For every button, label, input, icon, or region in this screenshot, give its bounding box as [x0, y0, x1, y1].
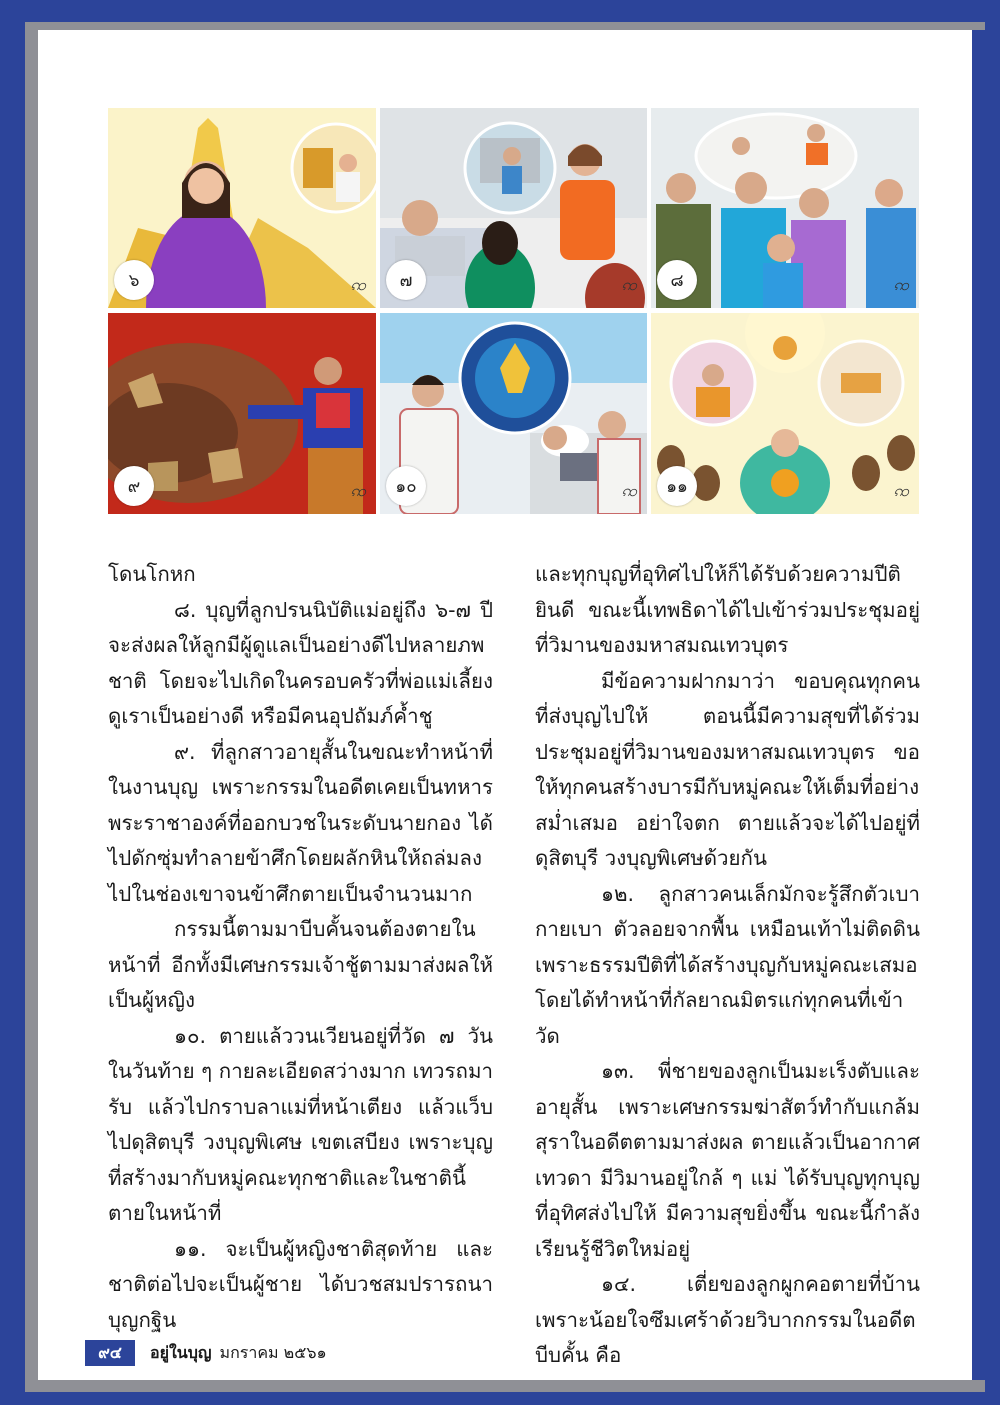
paragraph: ๑๑. จะเป็นผู้หญิงชาติสุดท้าย และชาติต่อไปจะเป็นผู้ชาย ได้บวชสมปรารถนา บุญกฐิน: [108, 1236, 493, 1332]
illustration-panel-8: [651, 108, 919, 308]
paragraph: ๑๔. เตี่ยของลูกผูกคอตายที่บ้าน เพราะน้อยใจซึมเศร้าด้วยวิบากกรรมในอดีตบีบคั้น คือ: [535, 1272, 920, 1367]
artist-signature: ꩡ: [350, 275, 366, 294]
illustration-panel-11: [651, 313, 919, 514]
panel-number-badge: ๗: [386, 260, 426, 300]
panel-number-badge: ๑๑: [657, 466, 697, 506]
paragraph: ๑๓. พี่ชายของลูกเป็นมะเร็งตับและอายุสั้น เพราะเศษกรรมฆ่าสัตว์ทำกับแกล้มสุราในอดีตตามมาส่งผล ตายแล้วเป็นอากาศเทวดา มีวิมานอยู่ใกล้ ๆ แม่ ได้รับบุญทุกบุญที่อุทิศส่งไปให้ มีความสุขยิ่งขึ้น ขณะนี้กำลังเรียนรู้ชีวิตใหม่อยู่: [535, 1059, 920, 1261]
illustration-panel-9: [108, 313, 376, 514]
artist-signature: ꩡ: [621, 481, 637, 500]
paragraph: โดนโกหก: [108, 562, 196, 586]
paragraph: ๑๒. ลูกสาวคนเล็กมักจะรู้สึกตัวเบากายเบา ตัวลอยจากพื้น เหมือนเท้าไม่ติดดิน เพราะธรรมปีติที่ได้สร้างบุญกับหมู่คณะเสมอ โดยได้ทำหน้าที่กัลยาณมิตรแก่ทุกคนที่เข้าวัด: [535, 881, 920, 1048]
issue-date: มกราคม ๒๕๖๑: [219, 1342, 327, 1362]
panel-number-badge: ๙: [114, 466, 154, 506]
magazine-title: อยู่ในบุญ: [150, 1342, 212, 1362]
paragraph: ๙. ที่ลูกสาวอายุสั้นในขณะทำหน้าที่ในงานบุญ เพราะกรรมในอดีตเคยเป็นทหารพระราชาองค์ที่ออกบวชในระดับนายกอง ได้ไปดักซุ่มทำลายข้าศึกโดยผลักหินให้ถล่มลงไปในช่องเขาจนข้าศึกตายเป็นจำนวนมาก: [108, 739, 493, 906]
text-column-right: [535, 557, 920, 1374]
text-column-left: [108, 557, 493, 1338]
panel-number-badge: ๖: [114, 260, 154, 300]
paragraph: ๘. บุญที่ลูกปรนนิบัติแม่อยู่ถึง ๖-๗ ปี จะส่งผลให้ลูกมีผู้ดูแลเป็นอย่างดีไปหลายภพชาติ โดยจะไปเกิดในครอบครัวที่พ่อแม่เลี้ยงดูเราเป็นอย่างดี หรือมีคนอุปถัมภ์ค้ำชู: [108, 597, 493, 728]
page-edge-bar: [972, 30, 1000, 1380]
artist-signature: ꩡ: [621, 275, 637, 294]
paragraph: และทุกบุญที่อุทิศไปให้ก็ได้รับด้วยความปีติยินดี ขณะนี้เทพธิดาได้ไปเข้าร่วมประชุมอยู่ที่วิมานของมหาสมณเทวบุตร: [535, 562, 920, 657]
paragraph: มีข้อความฝากมาว่า ขอบคุณทุกคนที่ส่งบุญไปให้ ตอนนี้มีความสุขที่ได้ร่วมประชุมอยู่ที่วิมานของมหาสมณเทวบุตร ขอให้ทุกคนสร้างบารมีกับหมู่คณะให้เต็มที่อย่างสม่ำเสมอ อย่าใจตก ตายแล้วจะได้ไปอยู่ที่ดุสิตบุรี วงบุญพิเศษด้วยกัน: [535, 668, 920, 870]
artist-signature: ꩡ: [350, 481, 366, 500]
paragraph: ๑๐. ตายแล้ววนเวียนอยู่ที่วัด ๗ วัน ในวันท้าย ๆ กายละเอียดสว่างมาก เทวรถมารับ แล้วไปกราบลาแม่ที่หน้าเตียง แล้วแว็บไปดุสิตบุรี วงบุญพิเศษ เขตเสบียง เพราะบุญที่สร้างมากับหมู่คณะทุกชาติและในชาตินี้ตายในหน้าที่: [108, 1023, 493, 1225]
paragraph: กรรมนี้ตามมาบีบคั้นจนต้องตายในหน้าที่ อีกทั้งมีเศษกรรมเจ้าชู้ตามมาส่งผลให้เป็นผู้หญิง: [108, 917, 493, 1012]
artist-signature: ꩡ: [893, 481, 909, 500]
artist-signature: ꩡ: [893, 275, 909, 294]
panel-number-badge: ๑๐: [386, 466, 426, 506]
panel-number-badge: ๘: [657, 260, 697, 300]
illustration-panel-10: [380, 313, 647, 514]
page-footer: [85, 1339, 327, 1367]
illustration-panel-6: [108, 108, 376, 308]
page-number: ๙๔: [85, 1340, 135, 1366]
illustration-panel-7: [380, 108, 647, 308]
